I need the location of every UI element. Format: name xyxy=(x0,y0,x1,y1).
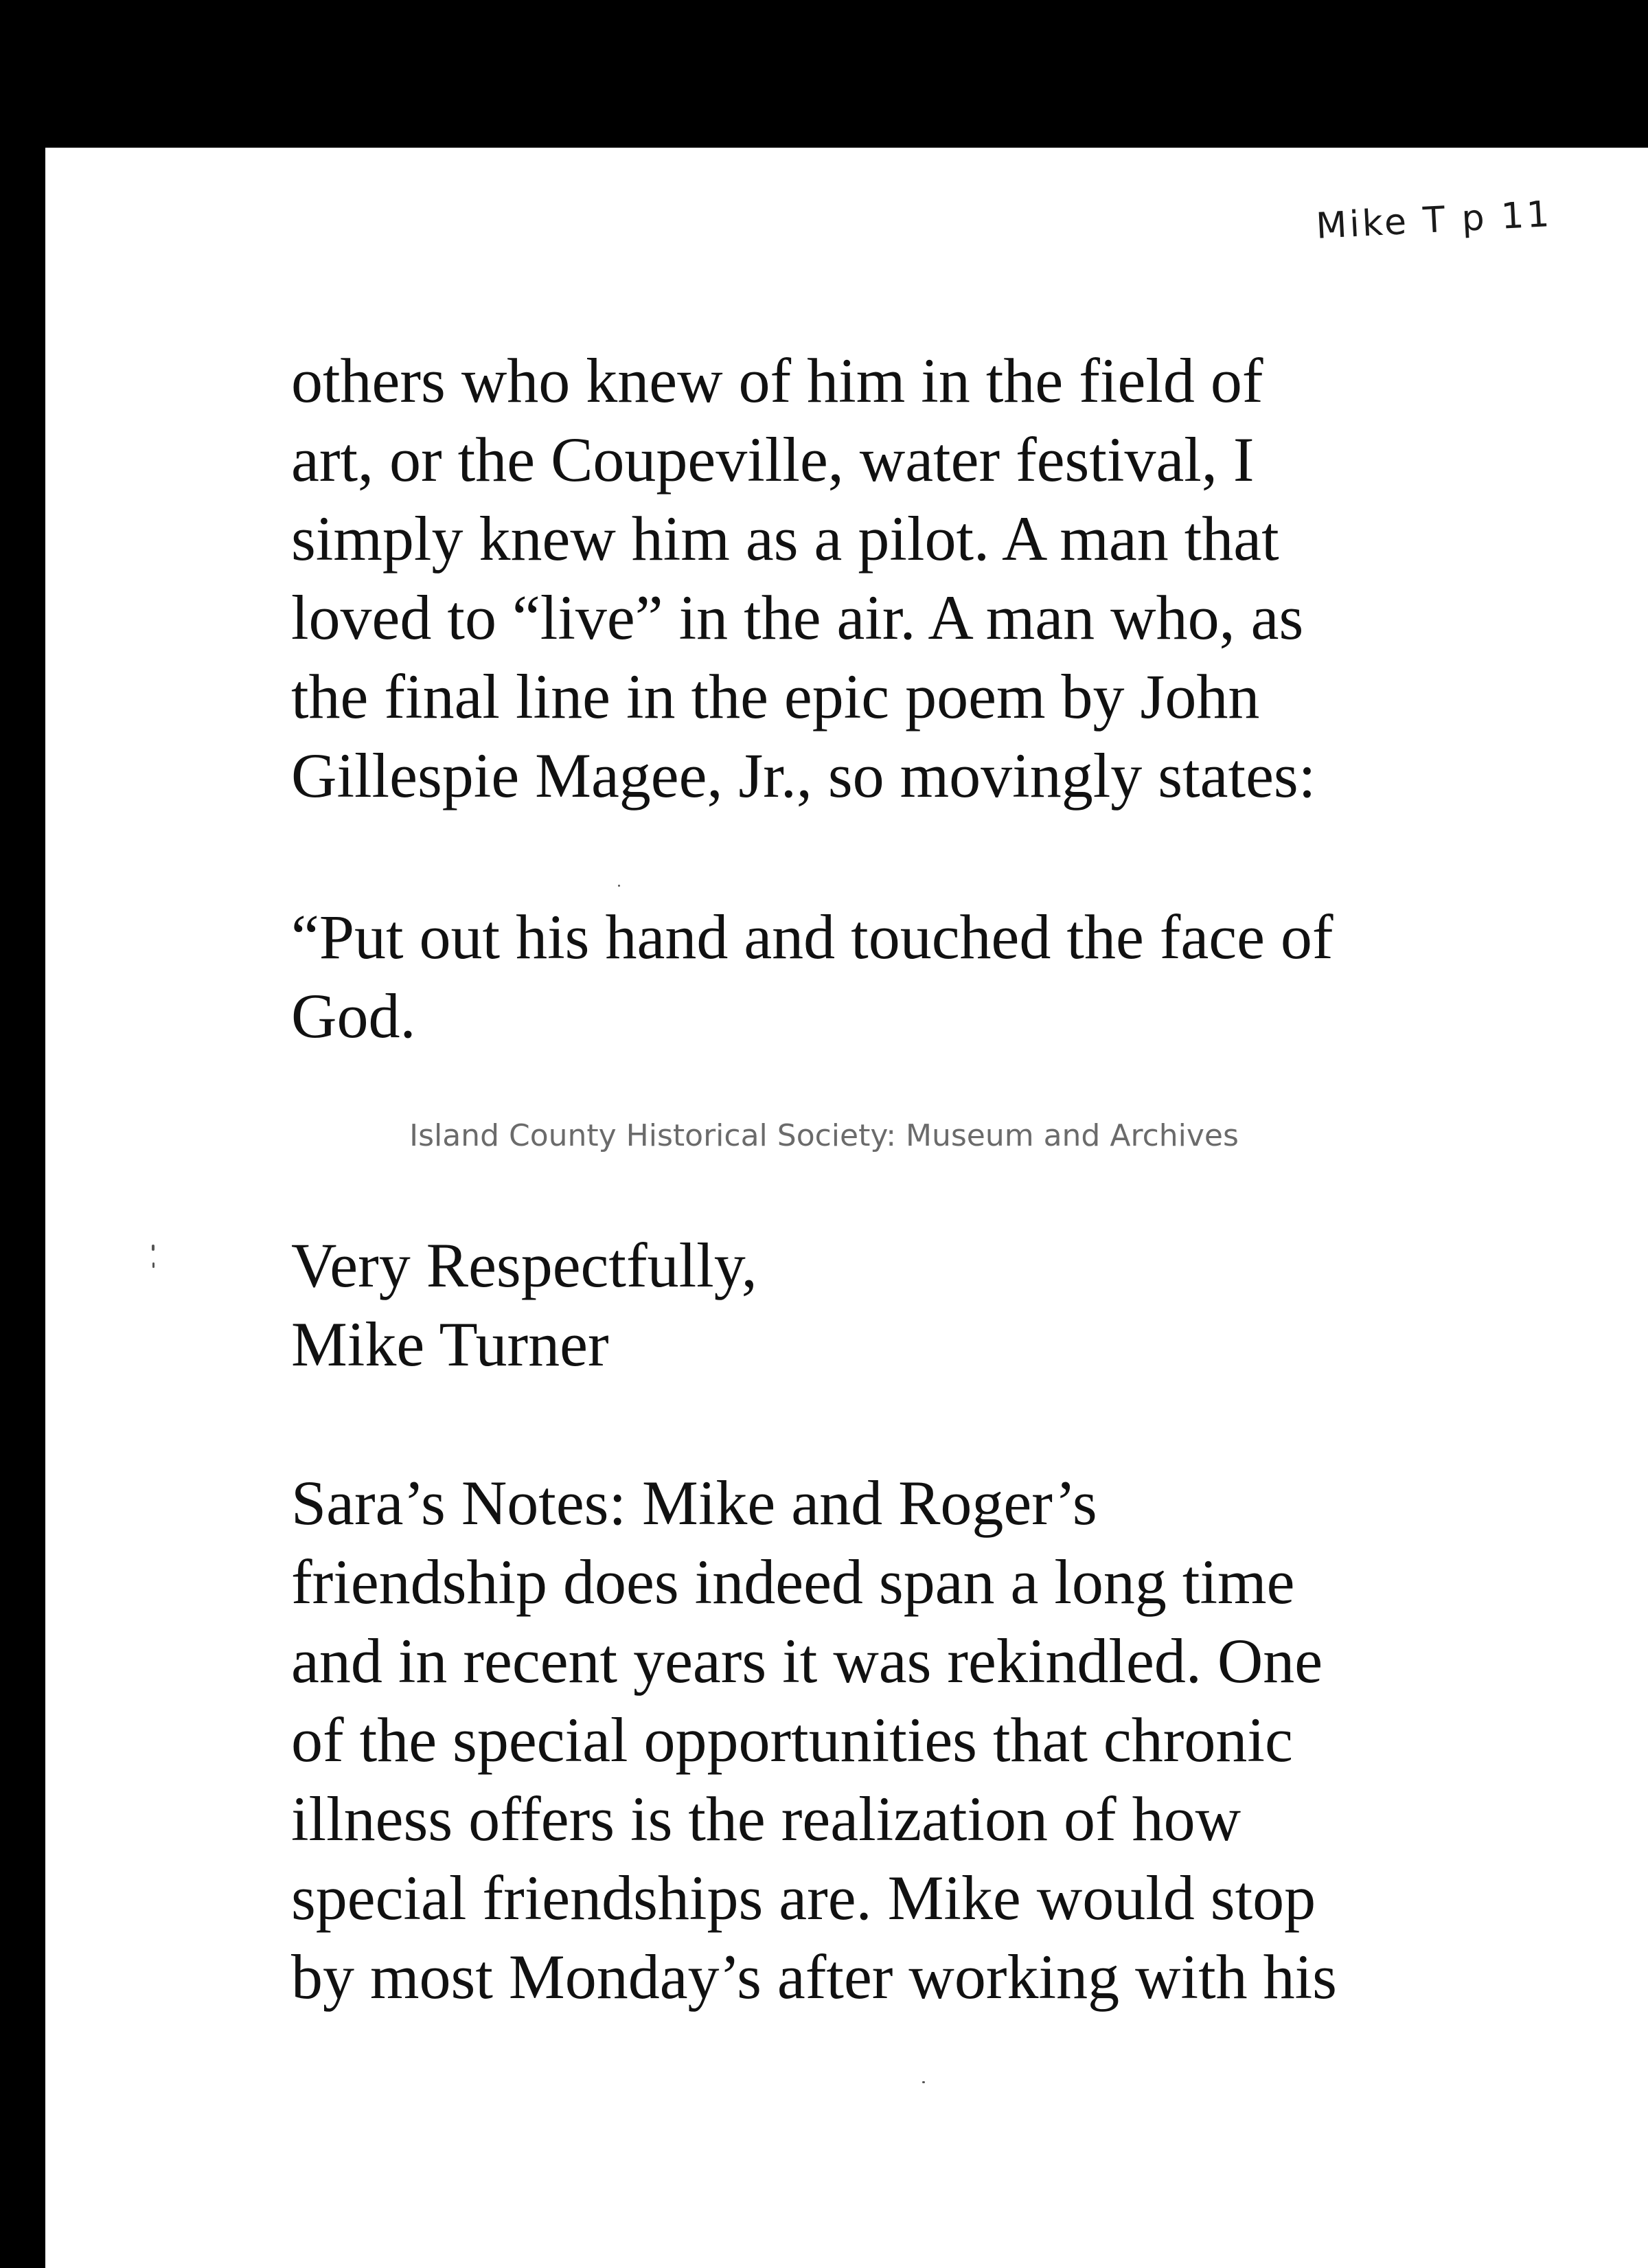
text-line: “Put out his hand and touched the face of xyxy=(291,902,1334,972)
letter-closing xyxy=(291,1226,757,1384)
text-line: others who knew of him in the field of xyxy=(291,345,1263,416)
text-line: of the special opportunities that chronic xyxy=(291,1705,1293,1775)
handwritten-page-note: Mike T p 11 xyxy=(1315,193,1553,247)
notes-paragraph xyxy=(291,1464,1337,2017)
text-line: simply knew him as a pilot. A man that xyxy=(291,503,1279,574)
scan-speck xyxy=(152,1245,154,1251)
text-line: loved to “live” in the air. A man who, as xyxy=(291,582,1304,653)
text-line: Very Respectfully, xyxy=(291,1230,757,1300)
text-line: art, or the Coupeville, water festival, I xyxy=(291,424,1255,495)
text-line: and in recent years it was rekindled. One xyxy=(291,1626,1323,1696)
text-line: friendship does indeed span a long time xyxy=(291,1547,1295,1617)
poem-quote xyxy=(291,898,1334,1056)
text-line: the final line in the epic poem by John xyxy=(291,661,1260,732)
text-line: illness offers is the realization of how xyxy=(291,1784,1241,1854)
scan-speck xyxy=(152,1262,154,1268)
text-line: Mike Turner xyxy=(291,1309,609,1379)
text-line: by most Monday’s after working with his xyxy=(291,1942,1337,2012)
scan-border-left xyxy=(0,148,45,2268)
archive-watermark: Island County Historical Society: Museum and Archives xyxy=(409,1118,1239,1153)
scan-speck xyxy=(618,885,620,887)
text-line: special friendships are. Mike would stop xyxy=(291,1863,1316,1933)
scan-border-top xyxy=(0,0,1648,148)
text-line: Gillespie Magee, Jr., so movingly states: xyxy=(291,740,1316,810)
paragraph-tribute xyxy=(291,341,1316,815)
scan-speck xyxy=(922,2081,925,2083)
text-line: God. xyxy=(291,981,416,1051)
text-line: Sara’s Notes: Mike and Roger’s xyxy=(291,1468,1097,1538)
